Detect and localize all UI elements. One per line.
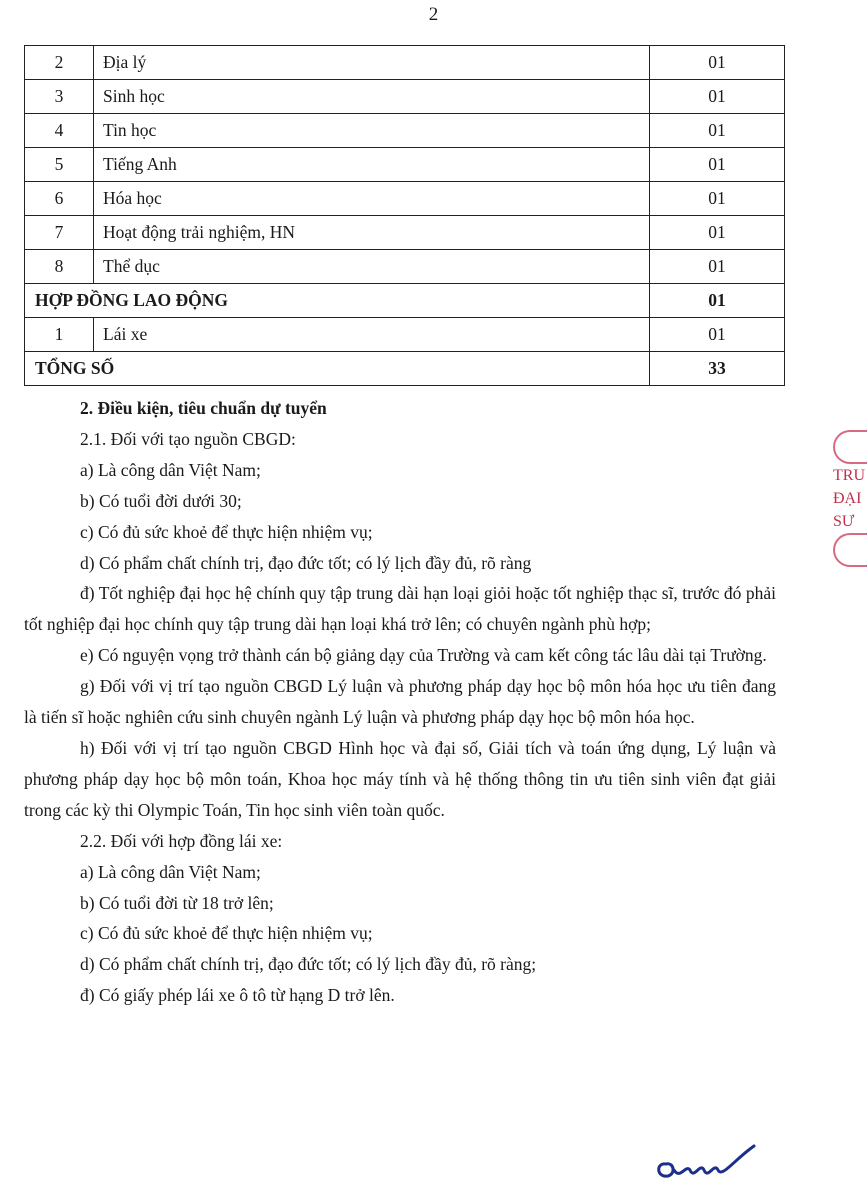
subject-name: Sinh học bbox=[94, 80, 650, 114]
contract-section-label: HỢP ĐỒNG LAO ĐỘNG bbox=[25, 284, 650, 318]
quota-count: 01 bbox=[650, 182, 785, 216]
list-item: a) Là công dân Việt Nam; bbox=[80, 861, 261, 882]
list-item: b) Có tuổi đời dưới 30; bbox=[80, 490, 242, 511]
total-count: 33 bbox=[650, 352, 785, 386]
table-row bbox=[25, 216, 785, 250]
row-number: 3 bbox=[25, 80, 94, 114]
row-number: 1 bbox=[25, 318, 94, 352]
list-item: d) Có phẩm chất chính trị, đạo đức tốt; có lý lịch đầy đủ, rõ ràng; bbox=[80, 954, 537, 975]
subject-name: Địa lý bbox=[94, 46, 650, 80]
quota-count: 01 bbox=[650, 216, 785, 250]
quota-count: 01 bbox=[650, 46, 785, 80]
list-item: đ) Có giấy phép lái xe ô tô từ hạng D trở lên. bbox=[80, 985, 395, 1006]
quota-count: 01 bbox=[650, 114, 785, 148]
quota-count: 01 bbox=[650, 318, 785, 352]
seal-arc-icon bbox=[833, 533, 867, 567]
row-number: 2 bbox=[25, 46, 94, 80]
row-number: 5 bbox=[25, 148, 94, 182]
table-row bbox=[25, 250, 785, 284]
row-number: 8 bbox=[25, 250, 94, 284]
table-row bbox=[25, 80, 785, 114]
list-item: a) Là công dân Việt Nam; bbox=[80, 459, 261, 480]
subject-name: Hoạt động trải nghiệm, HN bbox=[94, 216, 650, 250]
quota-table bbox=[24, 45, 785, 386]
subject-name: Thể dục bbox=[94, 250, 650, 284]
contract-section-row bbox=[25, 284, 785, 318]
section-heading: 2. Điều kiện, tiêu chuẩn dự tuyển bbox=[80, 398, 327, 418]
row-number: 7 bbox=[25, 216, 94, 250]
position-name: Lái xe bbox=[94, 318, 650, 352]
list-item: d) Có phẩm chất chính trị, đạo đức tốt; có lý lịch đầy đủ, rõ ràng bbox=[80, 552, 532, 573]
total-label: TỔNG SỐ bbox=[25, 352, 650, 386]
page-number: 2 bbox=[428, 4, 439, 25]
subject-name: Tiếng Anh bbox=[94, 148, 650, 182]
quota-count: 01 bbox=[650, 80, 785, 114]
row-number: 4 bbox=[25, 114, 94, 148]
list-item: c) Có đủ sức khoẻ để thực hiện nhiệm vụ; bbox=[80, 923, 373, 944]
handwritten-initials-icon bbox=[652, 1140, 762, 1186]
subsection-heading: 2.2. Đối với hợp đồng lái xe: bbox=[80, 830, 283, 851]
list-item: e) Có nguyện vọng trở thành cán bộ giảng dạy của Trường và cam kết công tác lâu dài tại Trường. bbox=[80, 645, 767, 666]
subject-name: Hóa học bbox=[94, 182, 650, 216]
row-number: 6 bbox=[25, 182, 94, 216]
list-item: c) Có đủ sức khoẻ để thực hiện nhiệm vụ; bbox=[80, 521, 373, 542]
section-2-body bbox=[24, 393, 776, 1011]
list-item: b) Có tuổi đời từ 18 trở lên; bbox=[80, 892, 274, 913]
seal-text-line: SƯ bbox=[833, 513, 855, 530]
table-row bbox=[25, 46, 785, 80]
subsection-heading: 2.1. Đối với tạo nguồn CBGD: bbox=[80, 428, 296, 449]
total-row bbox=[25, 352, 785, 386]
seal-text-line: TRU bbox=[833, 467, 865, 484]
list-item: đ) Tốt nghiệp đại học hệ chính quy tập trung dài hạn loại giỏi hoặc tốt nghiệp thạc sĩ, trước đó phải tốt nghiệp đại học chính quy tập trung dài hạn loại khá trở lên; có chuyên ngành phù hợp; bbox=[24, 583, 776, 635]
contract-section-count: 01 bbox=[650, 284, 785, 318]
subject-name: Tin học bbox=[94, 114, 650, 148]
quota-count: 01 bbox=[650, 250, 785, 284]
quota-count: 01 bbox=[650, 148, 785, 182]
table-row bbox=[25, 318, 785, 352]
table-row bbox=[25, 114, 785, 148]
list-item: g) Đối với vị trí tạo nguồn CBGD Lý luận và phương pháp dạy học bộ môn hóa học ưu tiên đang là tiến sĩ hoặc nghiên cứu sinh chuyên ngành Lý luận và phương pháp dạy học bộ môn hóa học. bbox=[24, 676, 776, 728]
list-item: h) Đối với vị trí tạo nguồn CBGD Hình học và đại số, Giải tích và toán ứng dụng, Lý luận và phương pháp dạy học bộ môn toán, Khoa học máy tính và hệ thống thông tin ưu tiên sinh viên đạt giải trong các kỳ thi Olympic Toán, Tin học sinh viên toàn quốc. bbox=[24, 737, 776, 820]
table-row bbox=[25, 148, 785, 182]
red-seal-stamp bbox=[833, 430, 867, 580]
seal-arc-icon bbox=[833, 430, 867, 464]
seal-text-line: ĐẠI bbox=[833, 490, 862, 507]
table-row bbox=[25, 182, 785, 216]
